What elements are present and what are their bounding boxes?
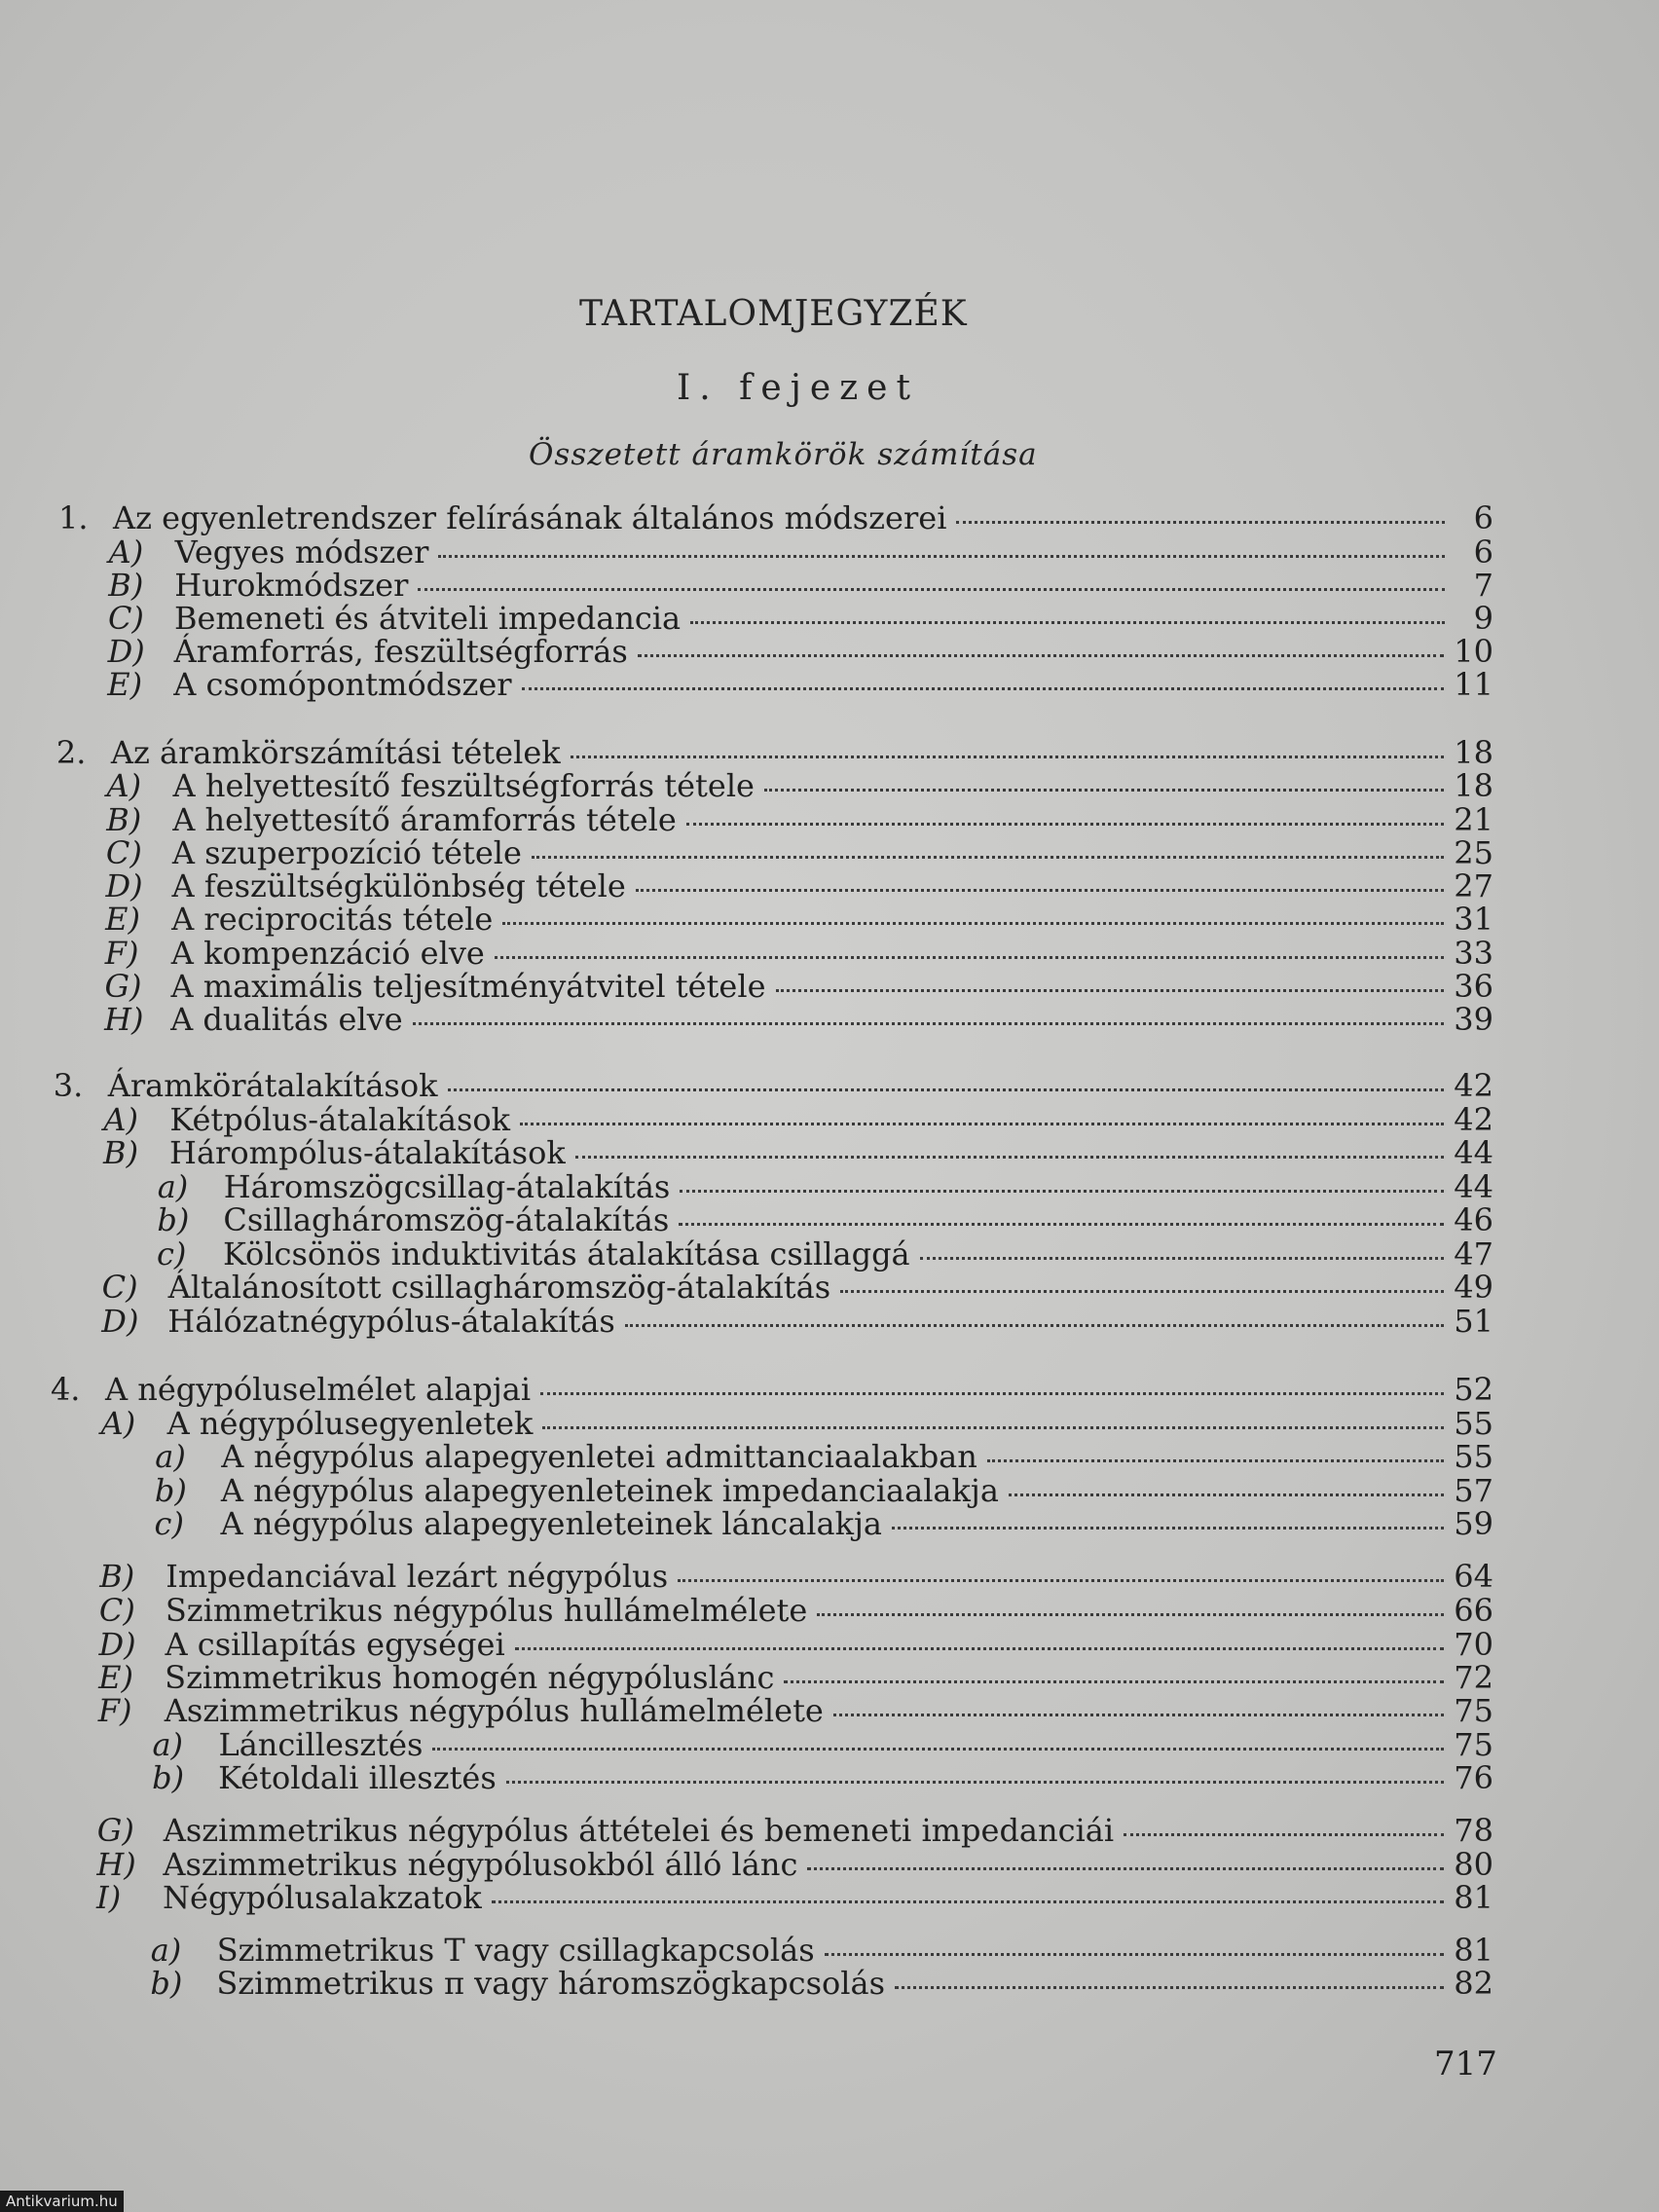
dot-leader [686, 803, 1444, 826]
toc-entry [152, 1761, 1493, 1794]
toc-entry [99, 1594, 1493, 1627]
toc-entry-page: 9 [1473, 600, 1493, 637]
toc-entry-title: Kétoldali illesztés [218, 1759, 497, 1796]
dot-leader [571, 736, 1445, 758]
toc-entry-label: C) [107, 600, 144, 637]
toc-entry-page: 36 [1454, 968, 1493, 1005]
dot-leader [817, 1594, 1444, 1616]
dot-leader [492, 1881, 1444, 1903]
dot-leader [840, 1271, 1444, 1293]
dot-leader [522, 668, 1445, 690]
toc-entry-title: A kompenzáció elve [170, 935, 485, 972]
toc-entry-label: B) [108, 567, 144, 604]
toc-entry [107, 668, 1493, 701]
toc-entry-title: Szimmetrikus π vagy háromszögkapcsolás [216, 1965, 885, 2002]
toc-entry-label: b) [152, 1759, 185, 1796]
toc-entry-title: A négypólus alapegyenleteinek láncalakja [220, 1505, 882, 1542]
toc-entry [106, 836, 1493, 869]
toc-entry-page: 51 [1454, 1303, 1493, 1340]
toc-entry [58, 501, 1493, 535]
toc-entry-label: b) [154, 1472, 187, 1509]
toc-entry-page: 78 [1454, 1812, 1493, 1849]
toc-entry [98, 1694, 1493, 1727]
toc-entry [105, 903, 1493, 936]
toc-entry-page: 55 [1454, 1438, 1493, 1475]
toc-entry-title: A reciprocitás tétele [171, 901, 494, 938]
toc-entry-page: 33 [1454, 935, 1493, 972]
toc-entry [108, 602, 1493, 635]
dot-leader [542, 1407, 1444, 1429]
toc-entry [155, 1474, 1493, 1507]
dot-leader [776, 970, 1445, 992]
toc-entry-page: 11 [1454, 666, 1493, 703]
toc-entry-page: 7 [1473, 567, 1493, 604]
toc-entry-page: 18 [1454, 767, 1493, 804]
dot-leader [833, 1694, 1444, 1716]
toc-entry-title: Kölcsönös induktivitás átalakítása csillaggá [223, 1235, 910, 1272]
toc-entry-page: 44 [1454, 1134, 1493, 1171]
toc-entry [101, 1407, 1493, 1440]
toc-entry [96, 1848, 1493, 1881]
dot-leader [680, 1170, 1444, 1193]
toc-entry-page: 39 [1454, 1001, 1493, 1038]
toc-entry [106, 803, 1493, 836]
toc-entry-title: Az áramkörszámítási tételek [110, 734, 561, 771]
toc-entry-page: 42 [1454, 1101, 1493, 1138]
dot-leader [575, 1136, 1445, 1159]
dot-leader [987, 1440, 1444, 1462]
toc-entry-label: b) [157, 1201, 190, 1238]
dot-leader [1009, 1474, 1444, 1496]
toc-entry [157, 1237, 1493, 1271]
toc-entry-label: F) [97, 1692, 132, 1729]
toc-entry-page: 52 [1454, 1371, 1493, 1408]
toc-entry-label: 4. [50, 1371, 81, 1408]
page-number: 717 [1434, 2045, 1497, 2083]
toc-entry [105, 937, 1493, 970]
dot-leader [892, 1507, 1444, 1530]
toc-entry-title: Csillagháromszög-átalakítás [223, 1201, 670, 1238]
toc-entry [56, 736, 1493, 769]
toc-entry-title: A négypólus alapegyenleteinek impedanciaalakja [220, 1472, 999, 1509]
toc-entry-label: 2. [55, 734, 87, 771]
dot-leader [807, 1848, 1444, 1870]
toc-entry-page: 82 [1454, 1965, 1493, 2002]
dot-leader [432, 1728, 1444, 1751]
toc-entry-label: B) [103, 1134, 139, 1171]
toc-entry-label: a) [157, 1168, 189, 1205]
toc-entry-page: 64 [1454, 1558, 1493, 1595]
toc-entry [152, 1728, 1493, 1761]
toc-entry-label: A) [103, 1101, 138, 1138]
dot-leader [413, 1003, 1445, 1025]
dot-leader [784, 1661, 1444, 1683]
dot-leader [532, 836, 1444, 859]
toc-entry [99, 1560, 1493, 1593]
toc-entry-page: 21 [1454, 801, 1493, 838]
toc-entry-title: A négypólus alapegyenletei admittanciaalakban [221, 1438, 977, 1475]
toc-entry [151, 1934, 1493, 1967]
toc-entry-title: Aszimmetrikus négypólus hullámelmélete [164, 1692, 824, 1729]
toc-entry [158, 1170, 1493, 1203]
dot-leader [678, 1560, 1444, 1582]
toc-entry-title: A négypóluselmélet alapjai [104, 1371, 532, 1408]
toc-entry [155, 1507, 1493, 1540]
toc-entry-page: 75 [1454, 1726, 1493, 1763]
toc-entry-title: Hárompólus-átalakítások [169, 1134, 566, 1171]
toc-entry-label: a) [150, 1932, 182, 1969]
toc-entry-page: 59 [1454, 1505, 1493, 1542]
toc-entry-label: H) [104, 1001, 144, 1038]
toc-entry-page: 81 [1454, 1932, 1493, 1969]
toc-entry-title: Vegyes módszer [174, 534, 429, 571]
dot-leader [679, 1203, 1444, 1226]
toc-entry [103, 1136, 1493, 1169]
toc-entry-title: Szimmetrikus homogén négypóluslánc [165, 1659, 775, 1696]
toc-entry-label: E) [98, 1659, 133, 1696]
toc-entry-title: Háromszögcsillag-átalakítás [223, 1168, 671, 1205]
toc-entry-title: A helyettesítő áramforrás tétele [172, 801, 677, 838]
toc-entry-title: Aszimmetrikus négypólus áttételei és bemeneti impedanciái [163, 1812, 1115, 1849]
toc-entry-title: Hálózatnégypólus-átalakítás [167, 1303, 615, 1340]
toc-entry-label: a) [155, 1438, 186, 1475]
dot-leader [764, 769, 1444, 792]
toc-entry [103, 1103, 1493, 1136]
dot-leader [448, 1069, 1445, 1091]
dot-leader [825, 1934, 1445, 1956]
toc-entry [98, 1661, 1493, 1694]
toc-entry-page: 10 [1454, 633, 1493, 670]
toc-entry [96, 1881, 1493, 1914]
toc-entry-label: D) [105, 867, 143, 904]
toc-entry-page: 6 [1473, 534, 1493, 571]
toc-entry-page: 75 [1454, 1692, 1493, 1729]
toc-entry-label: A) [106, 767, 142, 804]
toc-entry-page: 6 [1473, 499, 1493, 536]
dot-leader [690, 602, 1445, 624]
dot-leader [520, 1103, 1444, 1125]
toc-entry-page: 70 [1454, 1626, 1493, 1663]
dot-leader [895, 1967, 1444, 1989]
toc-entry-label: 3. [53, 1067, 84, 1104]
toc-entry [101, 1305, 1493, 1338]
toc-entry-label: c) [157, 1235, 187, 1272]
toc-entry-title: Láncillesztés [218, 1726, 424, 1763]
toc-entry-page: 27 [1454, 867, 1493, 904]
toc-entry-label: c) [154, 1505, 184, 1542]
dot-leader [502, 903, 1444, 925]
toc-entry-label: D) [101, 1303, 139, 1340]
toc-entry-page: 76 [1454, 1759, 1493, 1796]
toc-entry-page: 42 [1454, 1067, 1493, 1104]
toc-entry [109, 535, 1493, 569]
toc-entry-label: G) [104, 968, 142, 1005]
toc-entry-title: A csillapítás egységei [165, 1626, 505, 1663]
toc-entry-title: Szimmetrikus négypólus hullámelmélete [165, 1592, 808, 1629]
toc-entry-label: C) [101, 1269, 138, 1306]
toc-entry-title: A helyettesítő feszültségforrás tétele [172, 767, 755, 804]
toc-entry [108, 635, 1493, 668]
toc-entry-page: 81 [1454, 1879, 1493, 1916]
toc-entry-label: E) [107, 666, 143, 703]
toc-entry [97, 1814, 1493, 1847]
toc-entry [54, 1069, 1493, 1102]
dot-leader [495, 937, 1444, 959]
toc-entry-label: a) [152, 1726, 183, 1763]
toc-entry-title: Négypólusalakzatok [163, 1879, 482, 1916]
toc-entry-page: 44 [1454, 1168, 1493, 1205]
toc-entry-page: 49 [1454, 1269, 1493, 1306]
toc-entry-title: Áramforrás, feszültségforrás [173, 633, 628, 670]
toc-entry-label: C) [105, 834, 142, 871]
dot-leader [540, 1373, 1444, 1395]
dot-leader [418, 569, 1445, 591]
toc-entry [150, 1967, 1493, 2000]
toc-entry-page: 46 [1454, 1201, 1493, 1238]
chapter-heading: I. fejezet [677, 368, 919, 408]
dot-leader [438, 535, 1445, 558]
toc-entry-label: F) [104, 935, 139, 972]
toc-entry-page: 47 [1454, 1235, 1493, 1272]
toc-entry-title: Szimmetrikus T vagy csillagkapcsolás [216, 1932, 815, 1969]
dot-leader [506, 1761, 1444, 1784]
toc-entry-title: A négypólusegyenletek [166, 1405, 534, 1442]
dot-leader [636, 869, 1445, 892]
toc-entry-label: C) [98, 1592, 135, 1629]
toc-entry-page: 55 [1454, 1405, 1493, 1442]
toc-entry-title: A dualitás elve [170, 1001, 403, 1038]
toc-entry-label: E) [105, 901, 140, 938]
dot-leader [1124, 1814, 1444, 1836]
toc-entry-label: D) [107, 633, 145, 670]
toc-entry-label: A) [100, 1405, 136, 1442]
toc-entry-page: 18 [1454, 734, 1493, 771]
toc-entry-label: G) [96, 1812, 134, 1849]
toc-entry-title: A szuperpozíció tétele [171, 834, 522, 871]
toc-entry-page: 80 [1454, 1846, 1493, 1883]
toc-entry-title: A csomópontmódszer [173, 666, 512, 703]
dot-leader [515, 1628, 1445, 1650]
toc-entry-title: Aszimmetrikus négypólusokból álló lánc [163, 1846, 798, 1883]
toc-entry-page: 72 [1454, 1659, 1493, 1696]
dot-leader [956, 501, 1445, 524]
toc-entry-label: B) [99, 1558, 135, 1595]
toc-entry [104, 970, 1493, 1003]
toc-entry-title: Hurokmódszer [174, 567, 409, 604]
toc-entry-title: Az egyenletrendszer felírásának általános módszerei [113, 499, 947, 536]
toc-entry [157, 1203, 1493, 1236]
toc-entry-title: Áramkörátalakítások [107, 1067, 438, 1104]
toc-entry [99, 1628, 1494, 1661]
chapter-subtitle: Összetett áramkörök számítása [529, 437, 1038, 472]
toc-entry-label: D) [98, 1626, 136, 1663]
toc-entry-page: 31 [1454, 901, 1493, 938]
toc-entry-label: b) [150, 1965, 183, 2002]
toc-title: TARTALOMJEGYZÉK [579, 294, 968, 334]
toc-entry-label: A) [108, 534, 144, 571]
dot-leader [625, 1305, 1444, 1327]
toc-entry [155, 1440, 1493, 1473]
watermark: Antikvarium.hu [0, 2191, 124, 2212]
toc-entry-page: 66 [1454, 1592, 1493, 1629]
toc-entry [106, 869, 1494, 903]
toc-entry-page: 57 [1454, 1472, 1493, 1509]
toc-entry-title: Impedanciával lezárt négypólus [166, 1558, 669, 1595]
toc-entry-title: Bemeneti és átviteli impedancia [173, 600, 682, 637]
toc-entry [107, 769, 1493, 802]
toc-entry-page: 25 [1454, 834, 1493, 871]
toc-entry-title: Általánosított csillagháromszög-átalakítás [167, 1269, 831, 1306]
toc-entry-title: Kétpólus-átalakítások [169, 1101, 511, 1138]
toc-entry-title: A maximális teljesítményátvitel tétele [170, 968, 766, 1005]
toc-entry [108, 569, 1493, 602]
toc-entry-label: I) [96, 1879, 122, 1916]
dot-leader [638, 635, 1444, 657]
toc-entry-title: A feszültségkülönbség tétele [171, 867, 626, 904]
toc-entry [102, 1271, 1493, 1304]
toc-entry [104, 1003, 1493, 1036]
toc-entry-label: H) [96, 1846, 136, 1883]
dot-leader [920, 1237, 1445, 1260]
toc-entry-label: 1. [58, 499, 89, 536]
toc-entry-label: B) [106, 801, 142, 838]
toc-entry [51, 1373, 1493, 1406]
